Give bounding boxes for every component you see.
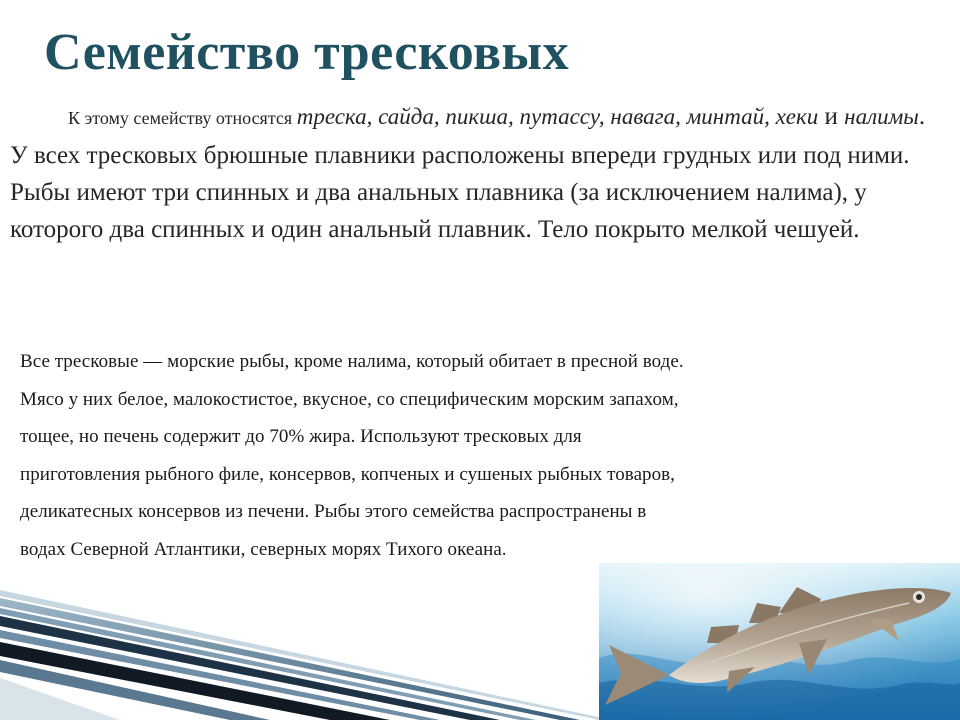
intro-lead: К этому семейству относятся [68, 108, 297, 128]
body-line: Мясо у них белое, малокостистое, вкусное, со специфическим морским запахом, [20, 388, 679, 410]
body-line: водах Северной Атлантики, северных морях Тихого океана. [20, 538, 507, 560]
body-line: деликатесных консервов из печени. Рыбы этого семейства распространены в [20, 501, 647, 522]
body-line: приготовления рыбного филе, консервов, копченых и сушеных рыбных товаров, [20, 463, 675, 485]
intro-conjunction: и [818, 103, 845, 130]
body-line: тощее, но печень содержит до 70% жира. Используют тресковых для [20, 426, 582, 447]
body-paragraph [20, 343, 960, 568]
species-list-2: налимы [844, 104, 919, 129]
intro-paragraph [10, 98, 945, 248]
intro-rest: . У всех тресковых брюшные плавники расположены впереди грудных или под ними. Рыбы имеют три спинных и два анальных плавника (за исключением налима), у которого два спинных и один анальный плавник. Тело покрыто мелкой чешуей. [10, 103, 926, 243]
diagonal-stripes-decoration [0, 560, 620, 720]
slide-title: Семейство тресковых [44, 24, 570, 81]
species-list-1: треска, сайда, пикша, путассу, навага, минтай, хеки [296, 104, 819, 129]
cod-fish-underwater-photo [599, 563, 960, 720]
body-line: Все тресковые — морские рыбы, кроме налима, который обитает в пресной воде. [20, 351, 684, 372]
